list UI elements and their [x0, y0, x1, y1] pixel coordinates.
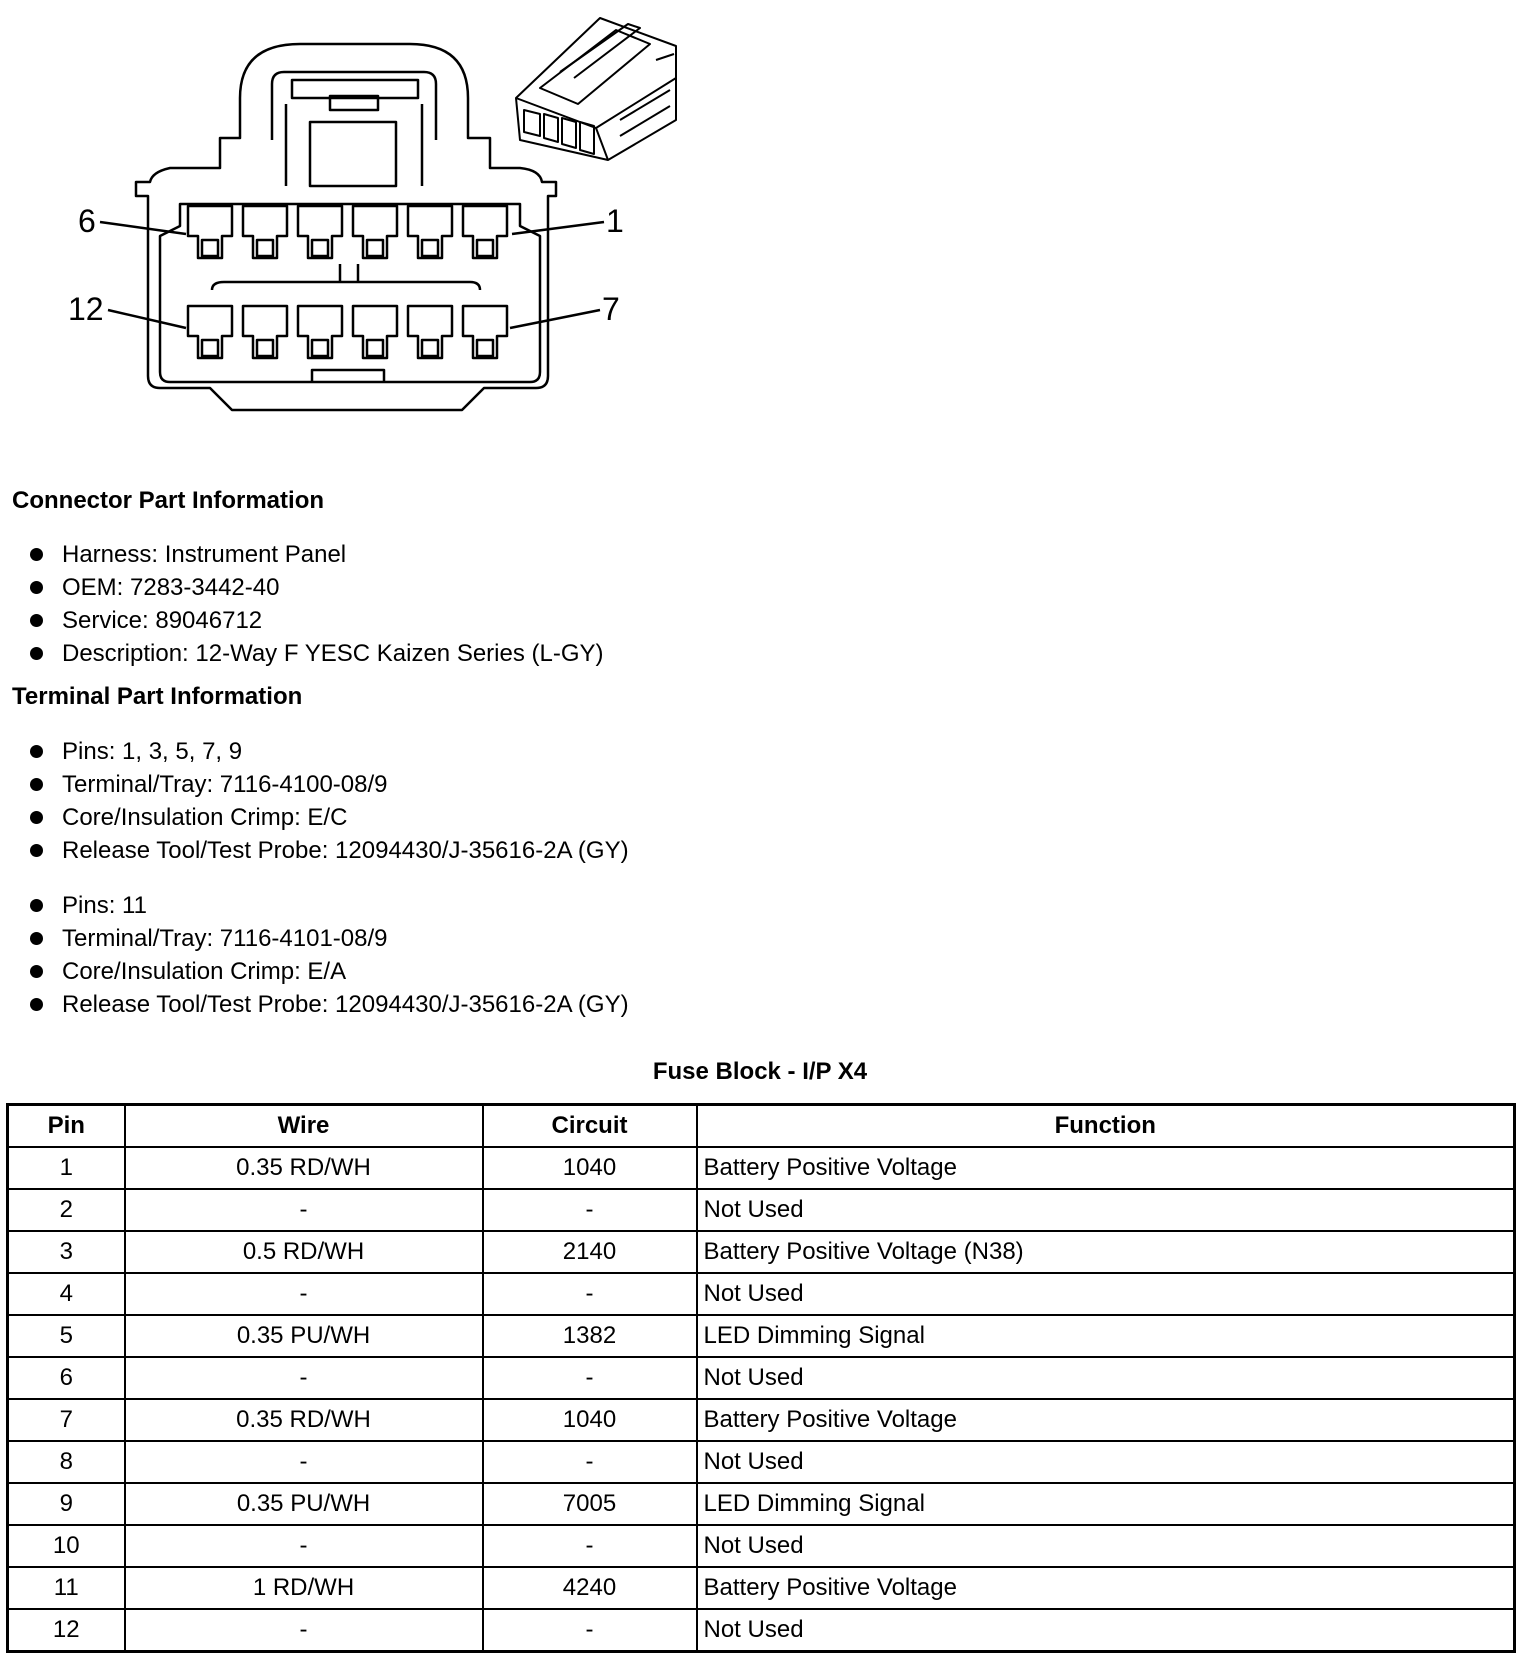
circuit-cell: 1382: [483, 1315, 697, 1357]
function-cell: LED Dimming Signal: [697, 1483, 1515, 1525]
table-title: Fuse Block - I/P X4: [652, 1058, 868, 1085]
list-item: Harness: Instrument Panel: [26, 538, 604, 571]
wire-cell: -: [125, 1357, 483, 1399]
table-row: [8, 1609, 1515, 1652]
circuit-cell: 1040: [483, 1399, 697, 1441]
list-item: OEM: 7283-3442-40: [26, 571, 604, 604]
table-row: [8, 1567, 1515, 1609]
list-item: Core/Insulation Crimp: E/C: [26, 801, 629, 834]
circuit-cell: 4240: [483, 1567, 697, 1609]
function-cell: Not Used: [697, 1525, 1515, 1567]
connector-part-info-heading: Connector Part Information: [12, 487, 325, 514]
function-cell: Battery Positive Voltage: [697, 1567, 1515, 1609]
pin-label-12: 12: [68, 291, 104, 327]
function-cell: Battery Positive Voltage: [697, 1147, 1515, 1189]
pin-label-7: 7: [602, 291, 620, 327]
column-header-wire: Wire: [125, 1105, 483, 1148]
pin-cell: 10: [8, 1525, 125, 1567]
pin-cell: 5: [8, 1315, 125, 1357]
list-item: Pins: 11: [26, 889, 629, 922]
table-row: [8, 1315, 1515, 1357]
connector-diagram: [0, 0, 720, 430]
pin-label-1: 1: [606, 203, 624, 239]
column-header-pin: Pin: [8, 1105, 125, 1148]
pin-6-leader: [100, 222, 186, 234]
pin-cell: 7: [8, 1399, 125, 1441]
table-row: [8, 1399, 1515, 1441]
list-item: Terminal/Tray: 7116-4101-08/9: [26, 922, 629, 955]
list-item: Description: 12-Way F YESC Kaizen Series (L-GY): [26, 637, 604, 670]
list-item: Service: 89046712: [26, 604, 604, 637]
pin-cell: 11: [8, 1567, 125, 1609]
table-row: [8, 1441, 1515, 1483]
wire-cell: 0.35 PU/WH: [125, 1315, 483, 1357]
function-cell: Not Used: [697, 1357, 1515, 1399]
pin-cell: 3: [8, 1231, 125, 1273]
function-cell: Not Used: [697, 1189, 1515, 1231]
pin-label-6: 6: [78, 203, 96, 239]
circuit-cell: 1040: [483, 1147, 697, 1189]
table-row: [8, 1273, 1515, 1315]
list-item: Release Tool/Test Probe: 12094430/J-35616-2A (GY): [26, 834, 629, 867]
connector-part-info-list: [26, 538, 604, 670]
pin-cell: 6: [8, 1357, 125, 1399]
wire-cell: 0.5 RD/WH: [125, 1231, 483, 1273]
function-cell: Battery Positive Voltage (N38): [697, 1231, 1515, 1273]
pin-cell: 12: [8, 1609, 125, 1652]
circuit-cell: -: [483, 1189, 697, 1231]
circuit-cell: 7005: [483, 1483, 697, 1525]
wire-cell: -: [125, 1609, 483, 1652]
circuit-cell: -: [483, 1273, 697, 1315]
list-item: Release Tool/Test Probe: 12094430/J-35616-2A (GY): [26, 988, 629, 1021]
column-header-circuit: Circuit: [483, 1105, 697, 1148]
pin-7-leader: [510, 310, 600, 328]
pin-cell: 4: [8, 1273, 125, 1315]
function-cell: Not Used: [697, 1273, 1515, 1315]
terminal-part-info-group-2: [26, 889, 629, 1021]
wire-cell: 0.35 PU/WH: [125, 1483, 483, 1525]
wire-cell: -: [125, 1525, 483, 1567]
wire-cell: -: [125, 1273, 483, 1315]
connector-latch: [272, 72, 436, 140]
table-row: [8, 1357, 1515, 1399]
function-cell: Not Used: [697, 1441, 1515, 1483]
table-row: [8, 1483, 1515, 1525]
wire-cell: -: [125, 1441, 483, 1483]
table-row: [8, 1525, 1515, 1567]
list-item: Pins: 1, 3, 5, 7, 9: [26, 735, 629, 768]
wire-cell: 1 RD/WH: [125, 1567, 483, 1609]
connector-isometric-view: [516, 18, 676, 160]
function-cell: Battery Positive Voltage: [697, 1399, 1515, 1441]
table-row: [8, 1231, 1515, 1273]
list-item: Core/Insulation Crimp: E/A: [26, 955, 629, 988]
terminal-part-info-heading: Terminal Part Information: [12, 683, 303, 710]
table-header-row: [8, 1105, 1515, 1148]
column-header-function: Function: [697, 1105, 1515, 1148]
pin-cell: 1: [8, 1147, 125, 1189]
circuit-cell: -: [483, 1525, 697, 1567]
pin-cell: 2: [8, 1189, 125, 1231]
circuit-cell: -: [483, 1357, 697, 1399]
function-cell: Not Used: [697, 1609, 1515, 1652]
table-row: [8, 1189, 1515, 1231]
wire-cell: 0.35 RD/WH: [125, 1399, 483, 1441]
function-cell: LED Dimming Signal: [697, 1315, 1515, 1357]
pin-cell: 8: [8, 1441, 125, 1483]
circuit-cell: 2140: [483, 1231, 697, 1273]
cavity-row-bottom: [188, 306, 507, 358]
wire-cell: 0.35 RD/WH: [125, 1147, 483, 1189]
cavity-row-top: [188, 206, 507, 258]
terminal-part-info-group-1: [26, 735, 629, 867]
pin-table: [6, 1103, 1516, 1653]
pin-cell: 9: [8, 1483, 125, 1525]
wire-cell: -: [125, 1189, 483, 1231]
circuit-cell: -: [483, 1609, 697, 1652]
circuit-cell: -: [483, 1441, 697, 1483]
list-item: Terminal/Tray: 7116-4100-08/9: [26, 768, 629, 801]
table-row: [8, 1147, 1515, 1189]
